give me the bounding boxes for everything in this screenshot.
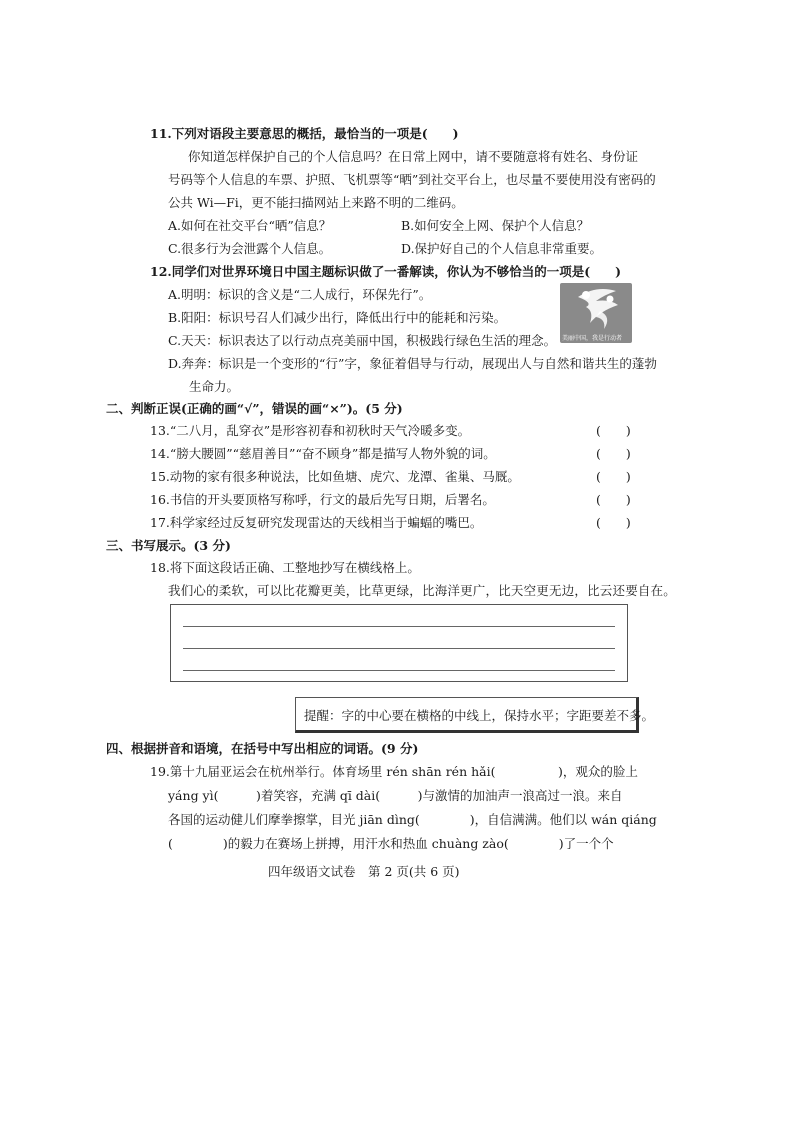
q12-option-b: B.阳阳：标识号召人们减少出行，降低出行中的能耗和污染。: [168, 310, 507, 325]
q11-option-b: B.如何安全上网、保护个人信息？: [401, 218, 590, 233]
q17-answer-paren[interactable]: ( ): [596, 515, 631, 530]
q12-option-a: A.明明：标识的含义是“二人成行，环保先行”。: [168, 287, 432, 302]
q11-stem: 11.下列对语段主要意思的概括，最恰当的一项是( ): [150, 126, 459, 141]
q19-line-2: yáng yì( )着笑容，充满 qī dài( )与激情的加油声一浪高过一浪。来自: [168, 788, 623, 803]
q19-line-3: 各国的运动健儿们摩拳擦掌，目光 jiān dìng( )，自信满满。他们以 wán qiáng: [168, 812, 657, 827]
q13-answer-paren[interactable]: ( ): [596, 423, 631, 438]
q14-statement: 14.“膀大腰圆”“慈眉善目”“奋不顾身”都是描写人物外貌的词。: [150, 446, 496, 461]
q12-option-d-cont: 生命力。: [189, 379, 240, 394]
section-4-title: 四、根据拼音和语境，在括号中写出相应的词语。(9 分): [106, 741, 419, 756]
q18-instruction: 18.将下面这段话正确、工整地抄写在横线格上。: [150, 560, 420, 575]
q14-answer-paren[interactable]: ( ): [596, 446, 631, 461]
logo-figure-icon: [560, 283, 632, 335]
handwriting-box[interactable]: [170, 604, 628, 682]
environment-day-logo: [560, 283, 632, 343]
page-footer: 四年级语文试卷 第 2 页(共 6 页): [268, 864, 460, 879]
section-3-title: 三、书写展示。(3 分): [106, 538, 231, 553]
q11-option-d: D.保护好自己的个人信息非常重要。: [401, 241, 603, 256]
q15-answer-paren[interactable]: ( ): [596, 469, 631, 484]
writing-line-3[interactable]: [183, 670, 615, 671]
q12-option-c: C.天天：标识表达了以行动点亮美丽中国，积极践行绿色生活的理念。: [168, 333, 557, 348]
q16-statement: 16.书信的开头要顶格写称呼，行文的最后先写日期，后署名。: [150, 492, 495, 507]
writing-tip-text: 提醒：字的中心要在横格的中线上，保持水平；字距要差不多。: [304, 708, 655, 723]
logo-caption: 美丽中国，我是行动者: [562, 335, 623, 342]
q16-answer-paren[interactable]: ( ): [596, 492, 631, 507]
q12-stem: 12.同学们对世界环境日中国主题标识做了一番解读，你认为不够恰当的一项是( ): [150, 264, 622, 279]
writing-line-2[interactable]: [183, 648, 615, 649]
q11-option-a: A.如何在社交平台“晒”信息？: [168, 218, 332, 233]
writing-tip-box: [295, 697, 655, 733]
section-2-title: 二、判断正误(正确的画“√”，错误的画“×”)。(5 分): [106, 401, 403, 416]
q12-option-d: D.奔奔：标识是一个变形的“行”字，象征着倡导与行动，展现出人与自然和谐共生的蓬勃: [168, 356, 657, 371]
q19-line-1: 19.第十九届亚运会在杭州举行。体育场里 rén shān rén hǎi( )，观众的脸上: [150, 764, 638, 779]
q13-statement: 13.“二八月，乱穿衣”是形容初春和初秋时天气冷暖多变。: [150, 423, 471, 438]
q19-line-4: ( )的毅力在赛场上拼搏，用汗水和热血 chuàng zào( )了一个个: [168, 836, 614, 851]
q17-statement: 17.科学家经过反复研究发现雷达的天线相当于蝙蝠的嘴巴。: [150, 515, 483, 530]
q15-statement: 15.动物的家有很多种说法，比如鱼塘、虎穴、龙潭、雀巢、马厩。: [150, 469, 520, 484]
writing-line-1[interactable]: [183, 626, 615, 627]
q11-passage-line-2: 号码等个人信息的车票、护照、飞机票等“晒”到社交平台上，也尽量不要使用没有密码的: [168, 172, 656, 187]
q11-passage-line-3: 公共 Wi—Fi，更不能扫描网站上来路不明的二维码。: [168, 195, 464, 210]
q11-passage-line-1: 你知道怎样保护自己的个人信息吗？在日常上网中，请不要随意将有姓名、身份证: [188, 149, 639, 164]
q11-option-c: C.很多行为会泄露个人信息。: [168, 241, 332, 256]
q18-copy-sentence: 我们心的柔软，可以比花瓣更美，比草更绿，比海洋更广，比天空更无边，比云还要自在。: [168, 583, 677, 598]
